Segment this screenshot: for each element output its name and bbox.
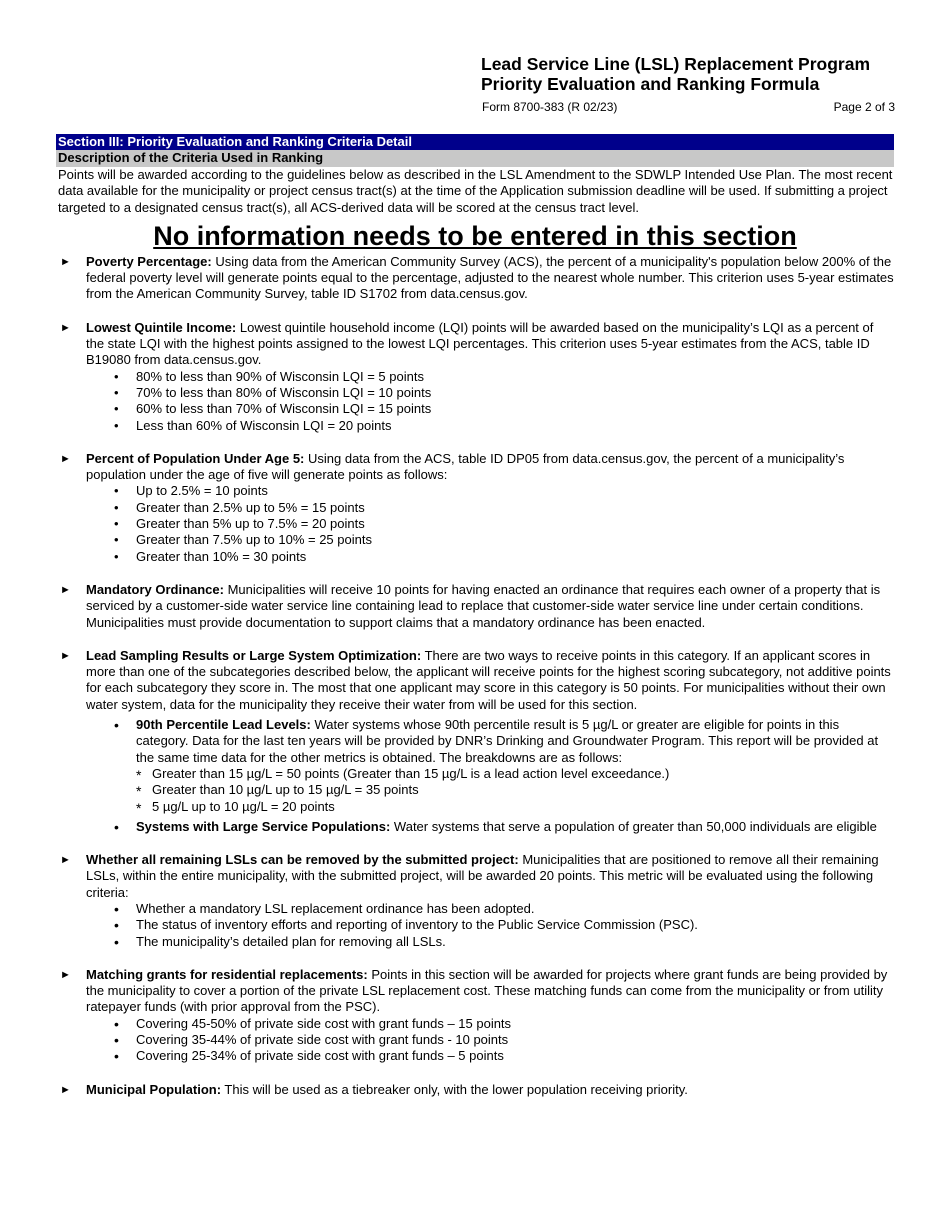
arrow-bullet-icon: ► [60, 255, 71, 268]
list-item: • Greater than 7.5% up to 10% = 25 points [114, 532, 372, 548]
criterion-text: Municipalities will receive 10 points for having enacted an ordinance that requires each owner of a property that is serviced by a customer-side water service line containing lead to replace that customer-side water service line under certain conditions. Municipalities must provide documentation to support claims that a mandatory ordinance has been enacted. [86, 581, 881, 630]
criterion-label: Poverty Percentage: [86, 253, 212, 269]
list-item: • Covering 25-34% of private side cost with grant funds – 5 points [114, 1048, 504, 1065]
matching-list [86, 1016, 894, 1065]
subcriterion-90th-percentile [86, 717, 894, 815]
notice-heading: No information needs to be entered in this section [153, 220, 797, 251]
criterion-label: Percent of Population Under Age 5: [86, 450, 305, 466]
list-item: • 70% to less than 80% of Wisconsin LQI = 10 points [114, 384, 432, 400]
criterion-under-5 [56, 451, 894, 565]
criterion-text: Using data from the ACS, table ID DP05 from data.census.gov, the percent of a municipality’s population under the age of five will generate points as follows: [86, 450, 845, 483]
intro-paragraph: Points will be awarded according to the guidelines below as described in the LSL Amendment to the SDWLP Intended Use Plan. The most recent data available for the municipality or project census tract(s) at the time of the Application submission deadline will be used. If submitting a project targeted to a designated census tract(s), all ACS-derived data will be scored at the census tract level. [58, 167, 893, 215]
list-item: • The status of inventory efforts and reporting of inventory to the Public Service Commission (PSC). [114, 917, 698, 934]
title-line-2: Priority Evaluation and Ranking Formula [481, 74, 820, 94]
description-title-bar: Description of the Criteria Used in Ranking [56, 150, 894, 167]
arrow-bullet-icon: ► [60, 968, 71, 981]
list-item: • 80% to less than 90% of Wisconsin LQI = 5 points [114, 368, 424, 384]
criterion-text: This will be used as a tiebreaker only, with the lower population receiving priority. [221, 1081, 688, 1097]
list-item: • Greater than 2.5% up to 5% = 15 points [114, 499, 365, 515]
list-item: • Greater than 5% up to 7.5% = 20 points [114, 516, 365, 532]
criterion-text: Municipalities that are positioned to remove all their remaining LSLs, within the entire municipality, with the submitted project, will be awarded 20 points. This metric will be evaluated using the following criteria: [86, 852, 879, 900]
section-content [56, 134, 894, 1115]
criterion-poverty [56, 254, 894, 303]
criterion-municipal-population [56, 1082, 894, 1098]
list-item: • Covering 35-44% of private side cost with grant funds - 10 points [114, 1032, 509, 1049]
subcriterion-text: Water systems that serve a population of greater than 50,000 individuals are eligible [390, 818, 877, 834]
subcriterion-label: 90th Percentile Lead Levels: [136, 717, 311, 733]
list-item: • Up to 2.5% = 10 points [114, 483, 268, 499]
criterion-label: Lead Sampling Results or Large System Optimization: [86, 647, 422, 663]
under5-list [86, 483, 894, 564]
arrow-bullet-icon: ► [60, 452, 71, 465]
subcriterion-large-systems [86, 819, 894, 835]
criterion-remove-all-lsls [56, 852, 894, 950]
criterion-ordinance [56, 582, 894, 631]
criterion-lqi [56, 320, 894, 434]
list-item: • Covering 45-50% of private side cost with grant funds – 15 points [114, 1015, 512, 1032]
list-item: • Less than 60% of Wisconsin LQI = 20 points [114, 417, 392, 433]
arrow-bullet-icon: ► [60, 649, 71, 662]
criterion-label: Municipal Population: [86, 1081, 222, 1097]
document-header [481, 54, 895, 115]
subcriterion-text: Water systems whose 90th percentile result is 5 µg/L or greater are eligible for points in this category. Data for the last ten years will be provided by DNR’s Drinking and Groundwater Program. This report will be provided at the same time data for the other metrics is obtained. The breakdowns are as follows: [136, 717, 879, 765]
list-item: * Greater than 10 µg/L up to 15 µg/L = 35 points [136, 782, 419, 800]
criterion-text: Lowest quintile household income (LQI) points will be awarded based on the municipality’s LQI as a percent of the state LQI with the highest points assigned to the lowest LQI percentages. This criterion uses 5-year estimates from the ACS, table ID B19080 from data.census.gov. [86, 319, 874, 368]
criterion-text: There are two ways to receive points in this category. If an applicant scores in more than one of the subcategories described below, the applicant will receive points for the highest scoring subcategory, not additive points for each subcategory they score in. The most that one applicant may score in this category is 50 points. For municipalities without their own water system, data for the municipality they receive their water from will be used for this section. [86, 647, 891, 712]
criterion-text: Using data from the American Community Survey (ACS), the percent of a municipality's population below 200% of the federal poverty level will generate points equal to the percentage, adjusted to the nearest whole number. This criterion uses 5-year estimates from the American Community Survey, table ID S1702 from data.census.gov. [86, 253, 894, 302]
bullet-icon: • [114, 818, 119, 835]
criterion-label: Mandatory Ordinance: [86, 581, 224, 597]
arrow-bullet-icon: ► [60, 854, 71, 867]
arrow-bullet-icon: ► [60, 321, 71, 334]
page-number: Page 2 of 3 [833, 100, 895, 114]
list-item: * 5 µg/L up to 10 µg/L = 20 points [136, 798, 335, 816]
criterion-label: Lowest Quintile Income: [86, 319, 237, 335]
list-item: • 60% to less than 70% of Wisconsin LQI = 15 points [114, 401, 432, 417]
lqi-list [86, 369, 894, 434]
criterion-text: Points in this section will be awarded for projects where grant funds are being provided by the municipality to cover a portion of the private LSL replacement cost. These matching funds can come from the municipality or from utility ratepayer funds (with prior approval from the PSC). [86, 966, 888, 1015]
subcriterion-label: Systems with Large Service Populations: [136, 818, 391, 834]
form-info-row [481, 99, 895, 115]
lead-level-list [136, 766, 894, 815]
criterion-label: Matching grants for residential replacements: [86, 966, 368, 982]
bullet-icon: • [114, 717, 119, 734]
list-item: • The municipality’s detailed plan for removing all LSLs. [114, 933, 446, 950]
list-item: • Greater than 10% = 30 points [114, 548, 307, 564]
arrow-bullet-icon: ► [60, 583, 71, 596]
list-item: * Greater than 15 µg/L = 50 points (Greater than 15 µg/L is a lead action level exceedance.) [136, 765, 670, 783]
arrow-bullet-icon: ► [60, 1083, 71, 1096]
criterion-label: Whether all remaining LSLs can be removed by the submitted project: [86, 852, 519, 868]
criterion-lead-sampling [56, 648, 894, 835]
form-number: Form 8700-383 (R 02/23) [482, 100, 618, 114]
section-title-bar: Section III: Priority Evaluation and Ranking Criteria Detail [56, 134, 894, 150]
remove-all-list [86, 901, 894, 950]
criterion-matching-grants [56, 967, 894, 1065]
title-line-1: Lead Service Line (LSL) Replacement Program [481, 54, 871, 74]
list-item: • Whether a mandatory LSL replacement ordinance has been adopted. [114, 900, 535, 917]
